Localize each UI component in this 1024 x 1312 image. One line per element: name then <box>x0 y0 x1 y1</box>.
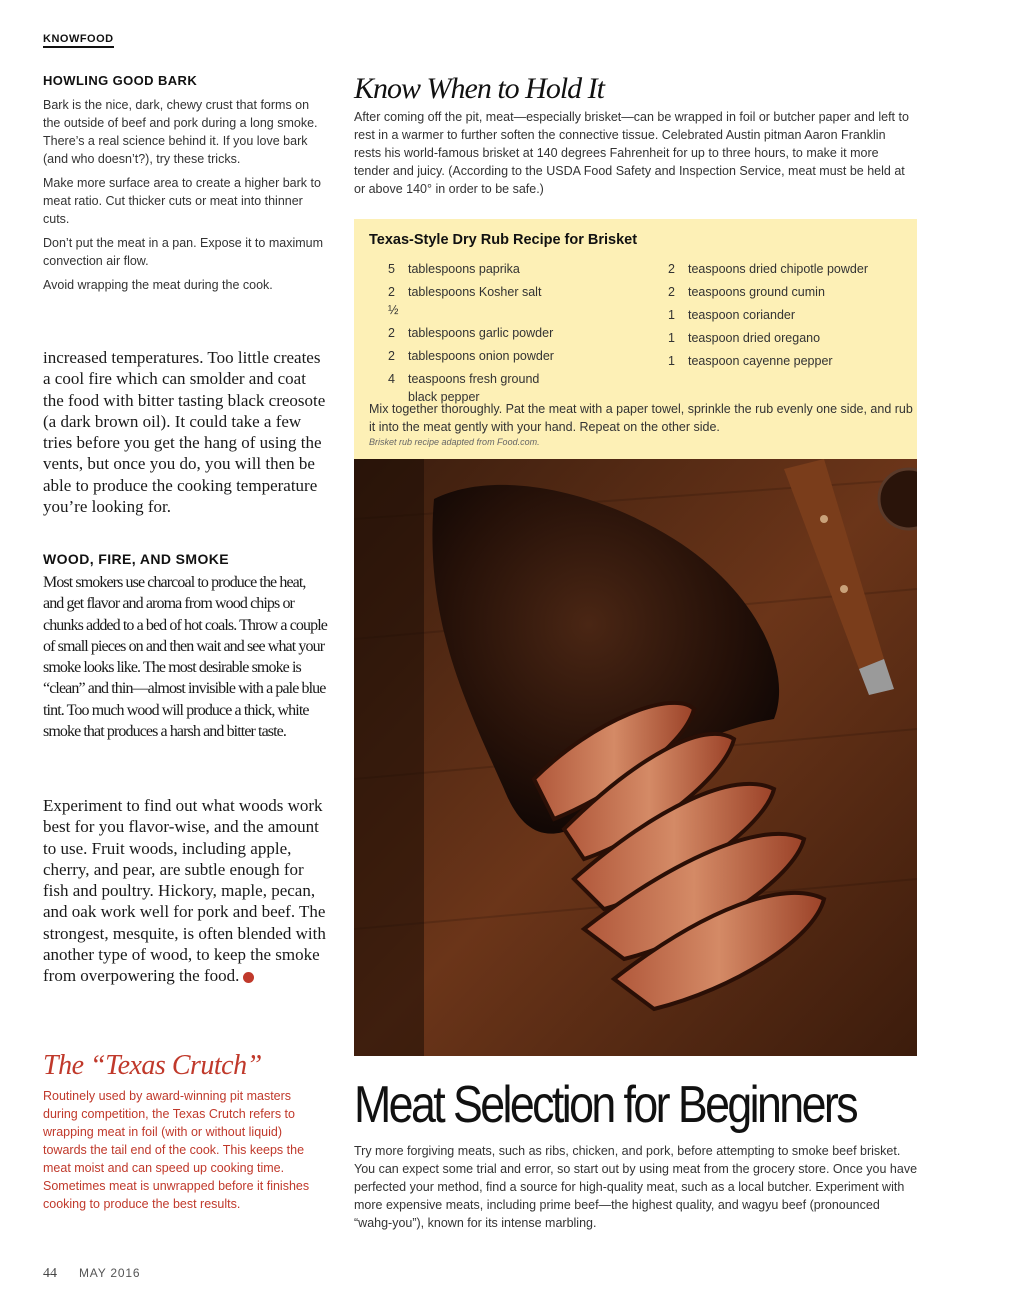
ingredient-item: tablespoons Kosher salt <box>408 285 542 299</box>
ingredient-qty: 2 ½ <box>388 285 399 317</box>
ingredient-item: teaspoons fresh ground black pepper <box>408 372 540 404</box>
sidebar-paragraph: Don’t put the meat in a pan. Expose it to maximum convection air flow. <box>43 236 323 268</box>
recipe-instructions: Mix together thoroughly. Pat the meat with a paper towel, sprinkle the rub evenly one side, and rub it into the meat gently with your hand. Repeat on the other side. <box>369 402 913 434</box>
ingredient-row <box>388 324 658 342</box>
wood-heading: WOOD, FIRE, AND SMOKE <box>43 551 229 567</box>
section-header <box>43 33 114 48</box>
crutch-text: Routinely used by award-winning pit masters during competition, the Texas Crutch refers to wrapping meat in foil (with or without liquid) towards the tail end of the cook. This keeps the meat moist and can speed up cooking time. Sometimes meat is unwrapped before it finishes cooking to produce the best results. <box>43 1089 310 1211</box>
crutch-title: The “Texas Crutch” <box>43 1050 262 1081</box>
experiment-paragraph: Experiment to find out what woods work best for you flavor-wise, and the amount to use. Fruit woods, including apple, cherry, and pear, are subtle enough for fish and poultry. Hickory, maple, pecan, and oak work well for pork and beef. The strongest, mesquite, is often blended with another type of wood, to keep the smoke from overpowering the food. <box>43 796 326 986</box>
ingredient-item: tablespoons onion powder <box>408 349 554 363</box>
ingredient-item: teaspoons dried chipotle powder <box>688 262 868 276</box>
recipe-box <box>354 219 917 459</box>
ingredient-qty: 5 <box>388 262 395 276</box>
recipe-credit: Brisket rub recipe adapted from Food.com. <box>369 437 540 447</box>
ingredient-item: teaspoons ground cumin <box>688 285 825 299</box>
recipe-title: Texas-Style Dry Rub Recipe for Brisket <box>369 232 638 248</box>
wood-paragraph: Most smokers use charcoal to produce the heat, and get flavor and aroma from wood chips or chunks added to a bed of hot coals. Throw a couple of small pieces on and then wait and see what your smoke looks like. The most desirable smoke is “clean” and thin—almost invisible with a pale blue tint. Too much wood will produce a thick, white smoke that produces a harsh and bitter taste. <box>43 574 327 741</box>
page-footer <box>43 1266 140 1282</box>
ingredient-qty: 1 <box>668 354 675 368</box>
ingredient-qty: 2 <box>668 285 675 299</box>
ingredient-qty: 2 <box>668 262 675 276</box>
ingredient-item: tablespoons paprika <box>408 262 520 276</box>
issue-date: MAY 2016 <box>79 1266 141 1280</box>
ingredient-item: teaspoon coriander <box>688 308 796 322</box>
meat-title: Meat Selection for Beginners <box>354 1076 856 1134</box>
ingredient-row <box>388 283 658 319</box>
continued-paragraph: increased temperatures. Too little creates a cool fire which can smolder and coat the food with bitter tasting black creosote (a dark brown oil). It could take a few tries before you get the hang of using the vents, but once you do, you will then be able to produce the cooking temperature you’re looking for. <box>43 348 326 517</box>
experiment-block <box>43 795 328 987</box>
ingredient-row <box>668 260 938 278</box>
ingredient-qty: 1 <box>668 308 675 322</box>
ingredient-item: teaspoon dried oregano <box>688 331 821 345</box>
ingredient-row <box>668 352 938 370</box>
ingredient-row <box>388 347 658 365</box>
sidebar-paragraph: Make more surface area to create a higher bark to meat ratio. Cut thicker cuts or meat into thinner cuts. <box>43 176 321 226</box>
ingredient-item: tablespoons garlic powder <box>408 326 554 340</box>
ingredient-row <box>668 306 938 324</box>
header-know: KNOW <box>43 33 80 45</box>
ingredients-right <box>668 260 938 375</box>
meat-text: Try more forgiving meats, such as ribs, chicken, and pork, before attempting to smoke beef brisket. You can expect some trial and error, so start out by using meat from the grocery store. Once you have perfected your method, find a source for high-quality meat, such as a local butcher. Experiment with more expensive meats, including prime beef—the highest quality, and wagyu beef (pronounced “wahg-you”), known for its intense marbling. <box>354 1144 918 1230</box>
hold-text: After coming off the pit, meat—especially brisket—can be wrapped in foil or butcher paper and left to rest in a warmer to further soften the connective tissue. Celebrated Austin pitman Aaron Franklin rests his world-famous brisket at 140 degrees Fahrenheit for up to three hours, to make it more tender and juicy. (According to the USDA Food Safety and Inspection Service, meat must be held at or above 140° in order to be safe.) <box>354 110 909 196</box>
sidebar-title: HOWLING GOOD BARK <box>43 73 198 88</box>
page-number: 44 <box>43 1266 57 1281</box>
ingredients-left <box>388 260 658 411</box>
end-mark-icon <box>243 972 254 983</box>
ingredient-row <box>388 260 658 278</box>
brisket-photo <box>354 459 917 1056</box>
hold-title: Know When to Hold It <box>354 72 604 105</box>
sidebar-paragraph: Avoid wrapping the meat during the cook. <box>43 278 273 292</box>
ingredient-item: teaspoon cayenne pepper <box>688 354 833 368</box>
ingredient-qty: 4 <box>388 372 395 386</box>
ingredient-row <box>668 329 938 347</box>
ingredient-qty: 2 <box>388 326 395 340</box>
body-continued <box>43 347 328 517</box>
ingredient-row <box>668 283 938 301</box>
ingredient-qty: 2 <box>388 349 395 363</box>
sidebar-paragraph: Bark is the nice, dark, chewy crust that forms on the outside of beef and pork during a long smoke. There’s a real science behind it. If you love bark (and who doesn’t?), try these tricks. <box>43 98 318 166</box>
sidebar-body <box>43 96 323 300</box>
ingredient-qty: 1 <box>668 331 675 345</box>
header-food: FOOD <box>79 33 114 45</box>
